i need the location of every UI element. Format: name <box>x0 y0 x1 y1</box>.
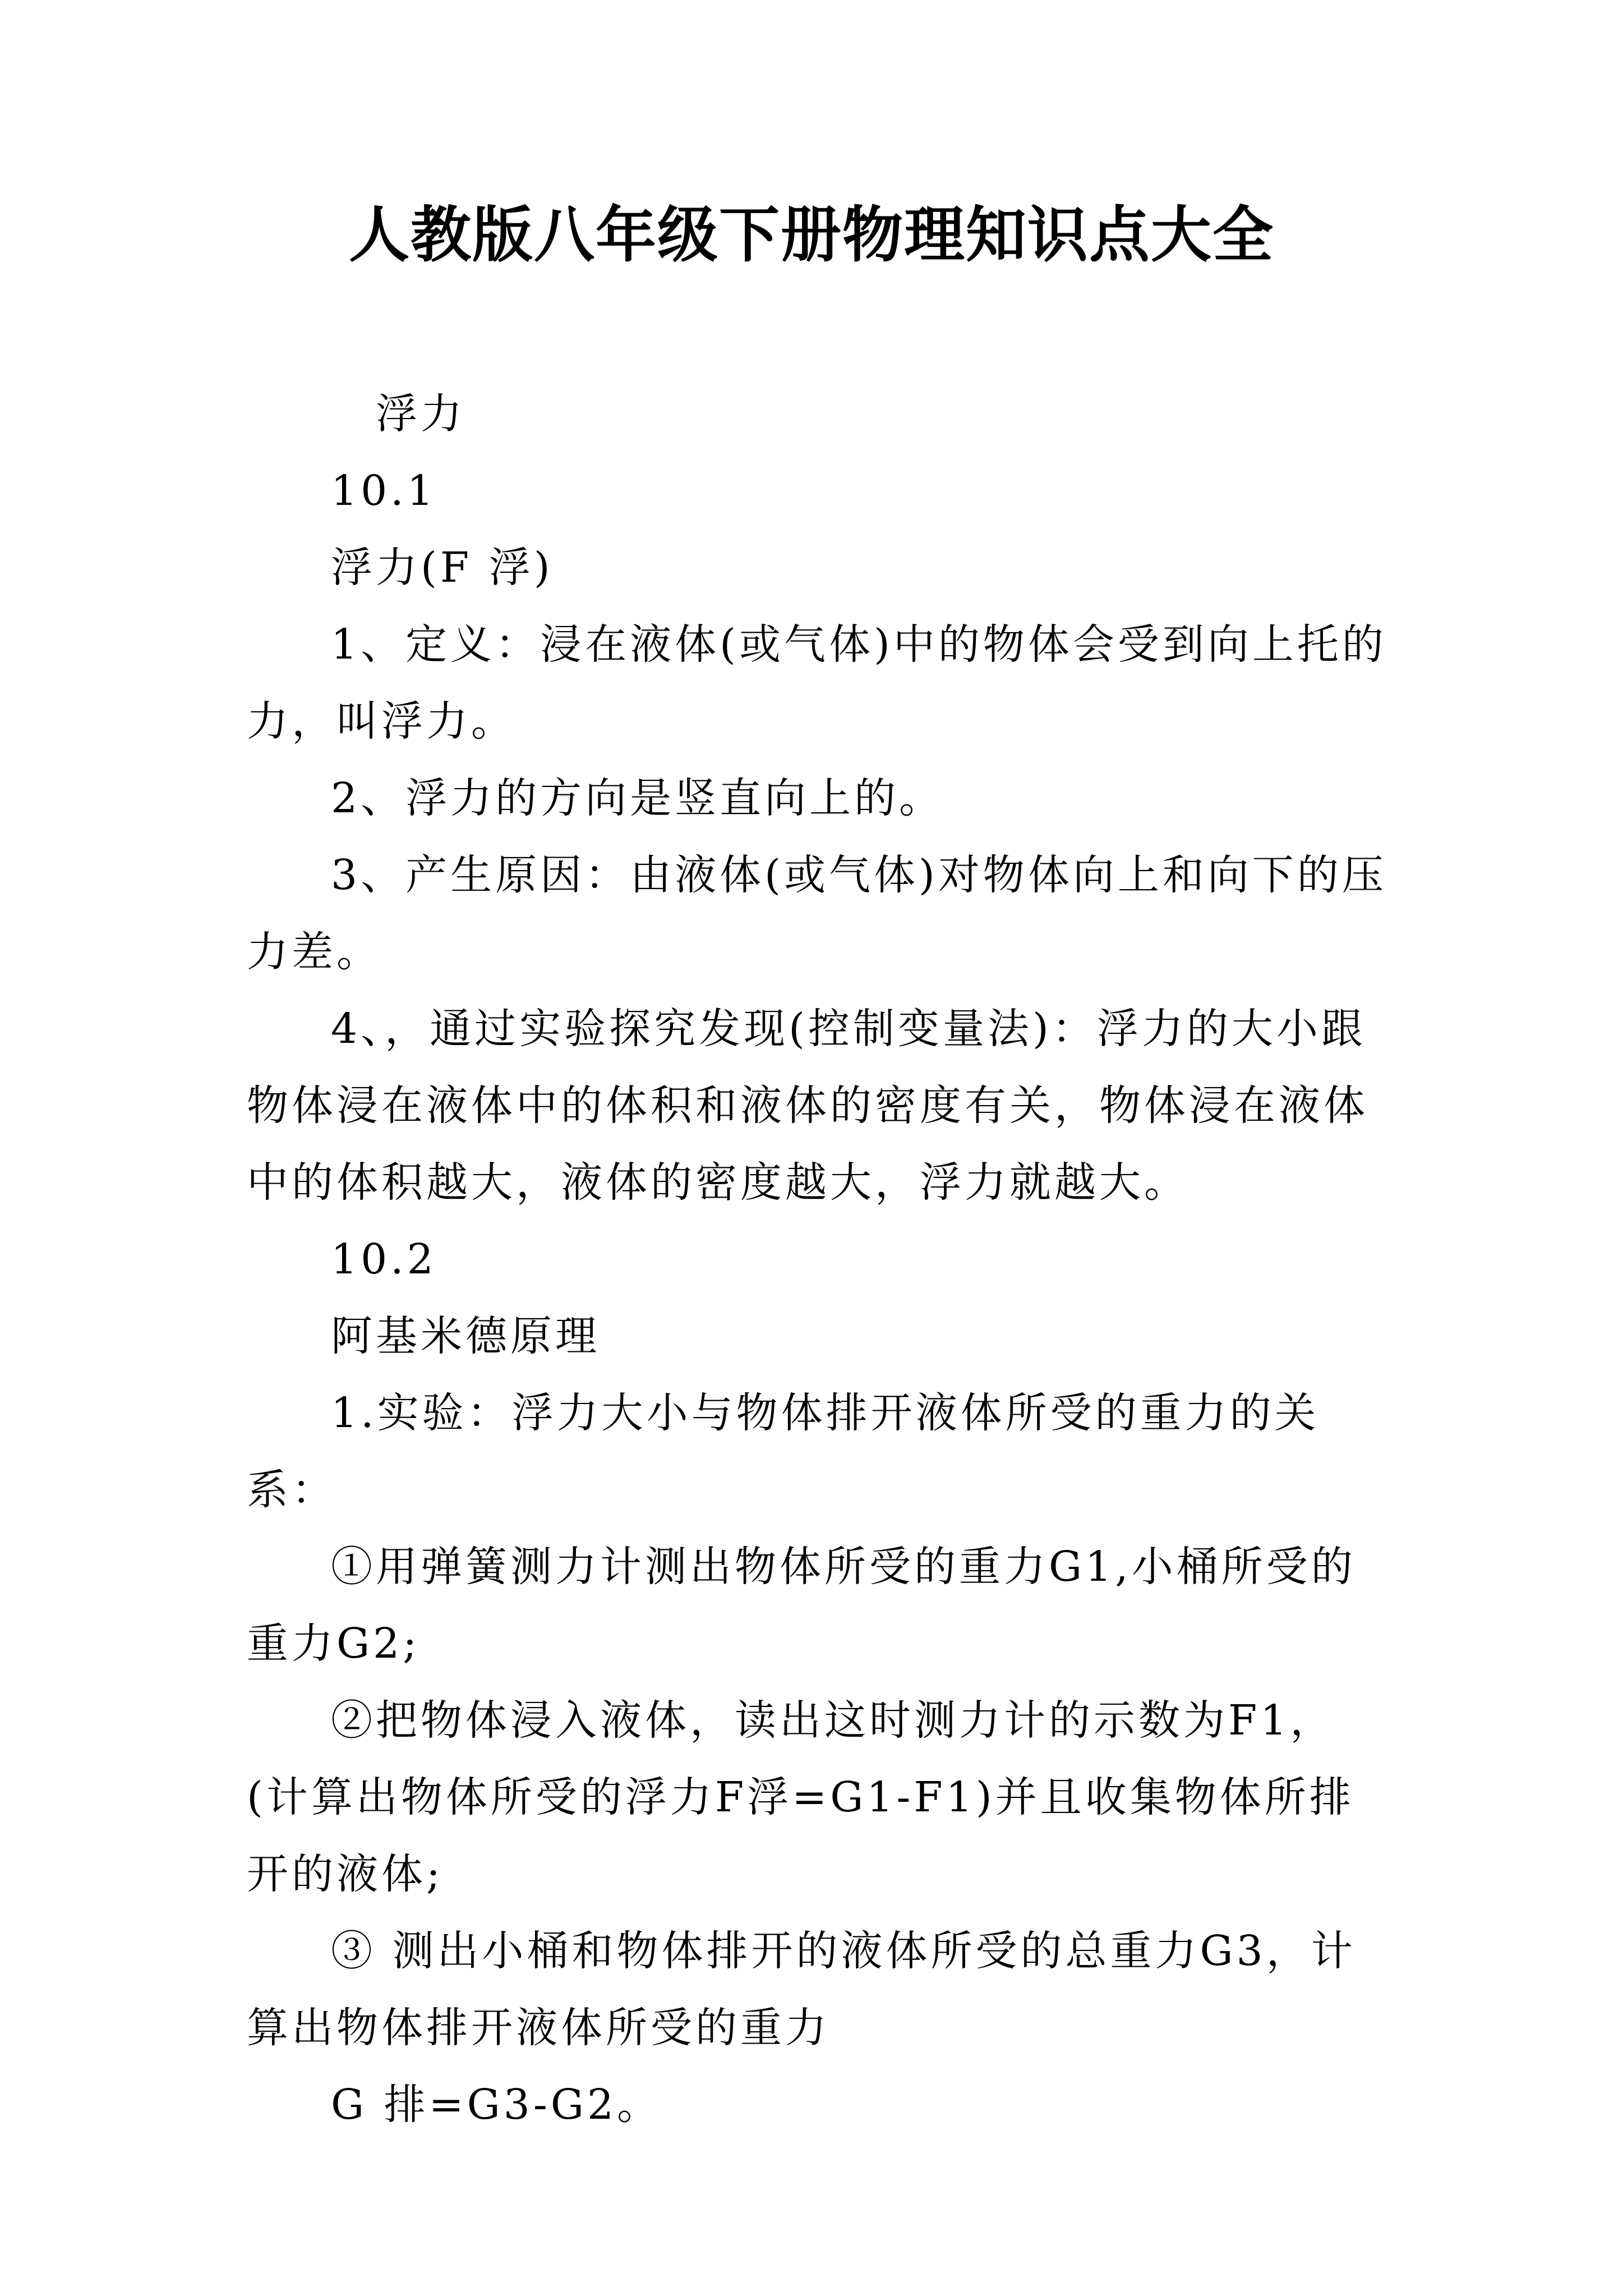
paragraph-step-1: ①用弹簧测力计测出物体所受的重力G1,小桶所受的重力G2; <box>247 1543 1356 1668</box>
paragraph-formula: G 排=G3-G2。 <box>331 2081 662 2129</box>
section-heading-buoyancy: 浮力 <box>376 390 465 438</box>
document-body <box>247 376 1391 2143</box>
section-number-10-1: 10.1 <box>331 467 437 515</box>
paragraph-direction: 2、浮力的方向是竖直向上的。 <box>331 774 944 822</box>
subsection-title-archimedes: 阿基米德原理 <box>331 1312 600 1360</box>
paragraph-experiment: 1.实验：浮力大小与物体排开液体所受的重力的关系： <box>247 1389 1320 1514</box>
paragraph-definition: 1、定义：浸在液体(或气体)中的物体会受到向上托的力，叫浮力。 <box>247 620 1387 746</box>
subsection-title-buoyancy: 浮力(F 浮) <box>331 544 554 592</box>
section-number-10-2: 10.2 <box>331 1235 437 1283</box>
paragraph-step-3: ③ 测出小桶和物体排开的液体所受的总重力G3，计算出物体排开液体所受的重力 <box>247 1927 1356 2052</box>
paragraph-step-2: ②把物体浸入液体，读出这时测力计的示数为F1，(计算出物体所受的浮力F浮=G1-F1)并且收集物体所排开的液体; <box>247 1696 1354 1898</box>
paragraph-experiment-findings: 4、，通过实验探究发现(控制变量法)：浮力的大小跟物体浸在液体中的体积和液体的密度有关，物体浸在液体中的体积越大，液体的密度越大，浮力就越大。 <box>247 1005 1368 1207</box>
paragraph-cause: 3、产生原因：由液体(或气体)对物体向上和向下的压力差。 <box>247 851 1387 976</box>
document-title: 人教版八年级下册物理知识点大全 <box>348 200 1274 270</box>
